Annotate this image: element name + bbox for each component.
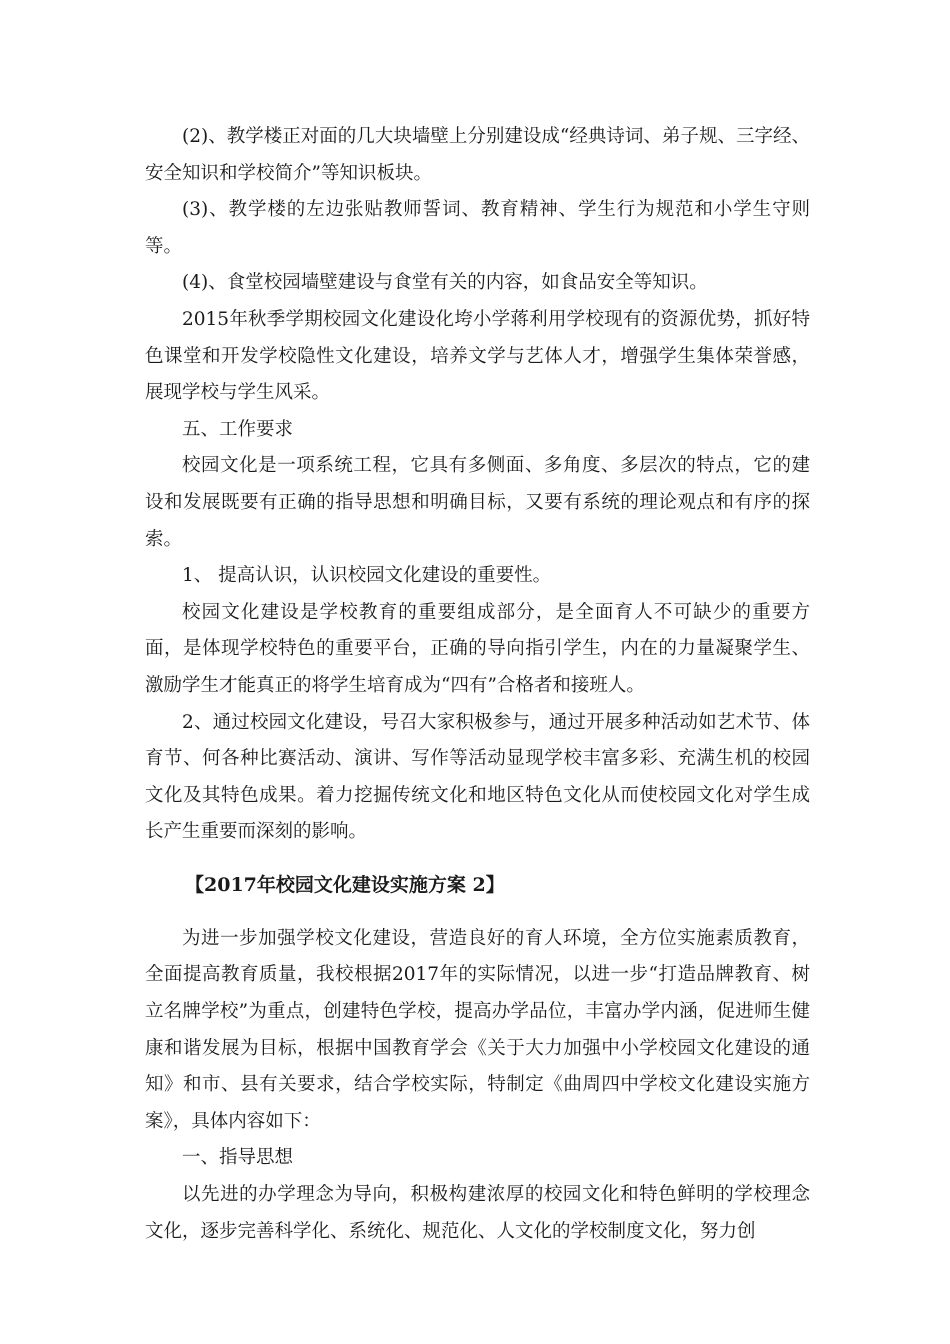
paragraph: (4)、食堂校园墙壁建设与食堂有关的内容，如食品安全等知识。 [182,272,708,294]
paragraph: 2015年秋季学期校园文化建设化垮小学蒋利用学校现有的资源优势，抓好特色课堂和开发学校隐性文化建设，培养文学与艺体人才，增强学生集体荣誉感，展现学校与学生风采。 [145,308,810,404]
document-body [145,119,810,1250]
paragraph: 以先进的办学理念为导向，积极构建浓厚的校园文化和特色鲜明的学校理念文化，逐步完善科学化、系统化、规范化、人文化的学校制度文化，努力创 [145,1184,810,1242]
section-heading: 【2017年校园文化建设实施方案 2】 [185,873,505,896]
paragraph: 校园文化建设是学校教育的重要组成部分，是全面育人不可缺少的重要方面，是体现学校特色的重要平台，正确的导向指引学生，内在的力量凝聚学生、激励学生才能真正的将学生培育成为“四有”合格者和接班人。 [145,601,810,696]
paragraph: (3)、教学楼的左边张贴教师誓词、教育精神、学生行为规范和小学生守则等。 [145,199,810,257]
paragraph: (2)、教学楼正对面的几大块墙壁上分别建设成“经典诗词、弟子规、三字经、安全知识和学校简介”等知识板块。 [145,126,810,184]
section-subheading: 一、指导思想 [182,1147,294,1169]
paragraph: 为进一步加强学校文化建设，营造良好的育人环境，全方位实施素质教育，全面提高教育质量，我校根据2017年的实际情况，以进一步“打造品牌教育、树立名牌学校”为重点，创建特色学校，提高办学品位，丰富办学内涵，促进师生健康和谐发展为目标，根据中国教育学会《关于大力加强中小学校园文化建设的通知》和市、县有关要求，结合学校实际，特制定《曲周四中学校文化建设实施方案》，具体内容如下： [145,927,810,1132]
paragraph: 校园文化是一项系统工程，它具有多侧面、多角度、多层次的特点，它的建设和发展既要有正确的指导思想和明确目标，又要有系统的理论观点和有序的探索。 [145,455,810,550]
section-subheading: 五、工作要求 [182,418,294,440]
paragraph: 1、 提高认识，认识校园文化建设的重要性。 [182,565,552,587]
paragraph: 2、通过校园文化建设，号召大家积极参与，通过开展多种活动如艺术节、体育节、何各种比赛活动、演讲、写作等活动显现学校丰富多彩、充满生机的校园文化及其特色成果。着力挖掘传统文化和地区特色文化从而使校园文化对学生成长产生重要而深刻的影响。 [145,711,810,843]
